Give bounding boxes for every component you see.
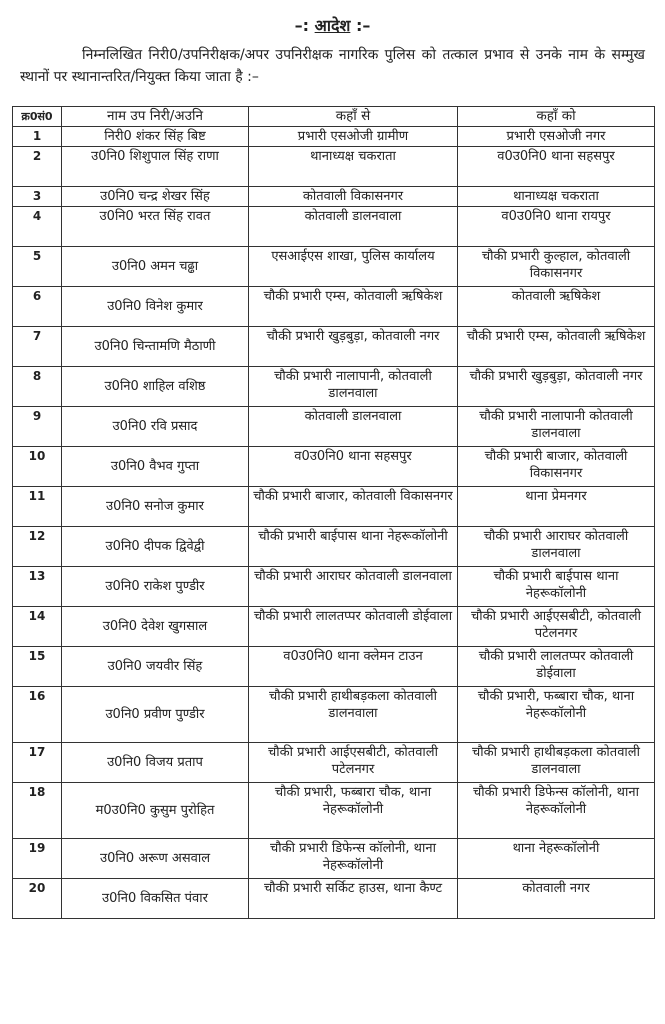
serial-cell: 18 bbox=[13, 783, 62, 839]
name-cell: उ0नि0 अमन चढ्ढा bbox=[62, 247, 249, 287]
serial-cell: 13 bbox=[13, 567, 62, 607]
to-cell: थाना प्रेमनगर bbox=[458, 487, 655, 527]
table-row bbox=[13, 327, 655, 367]
table-row bbox=[13, 527, 655, 567]
name-cell: उ0नि0 वैभव गुप्ता bbox=[62, 447, 249, 487]
table-row bbox=[13, 607, 655, 647]
serial-cell: 2 bbox=[13, 147, 62, 187]
serial-cell: 10 bbox=[13, 447, 62, 487]
serial-cell: 8 bbox=[13, 367, 62, 407]
header-to: कहाँ को bbox=[458, 107, 655, 127]
to-cell: चौकी प्रभारी डिफेन्स कॉलोनी, थाना नेहरूकॉलोनी bbox=[458, 783, 655, 839]
to-cell: चौकी प्रभारी, फब्बारा चौक, थाना नेहरूकॉलोनी bbox=[458, 687, 655, 743]
from-cell: चौकी प्रभारी नालापानी, कोतवाली डालनवाला bbox=[249, 367, 458, 407]
name-cell: निरी0 शंकर सिंह बिष्ट bbox=[62, 127, 249, 147]
name-cell: उ0नि0 शिशुपाल सिंह राणा bbox=[62, 147, 249, 187]
table-row bbox=[13, 367, 655, 407]
serial-cell: 3 bbox=[13, 187, 62, 207]
from-cell: प्रभारी एसओजी ग्रामीण bbox=[249, 127, 458, 147]
table-row bbox=[13, 447, 655, 487]
name-cell: उ0नि0 देवेश खुगसाल bbox=[62, 607, 249, 647]
table-row bbox=[13, 127, 655, 147]
table-row bbox=[13, 839, 655, 879]
from-cell: चौकी प्रभारी सर्किट हाउस, थाना कैण्ट bbox=[249, 879, 458, 919]
header-from: कहाँ से bbox=[249, 107, 458, 127]
serial-cell: 11 bbox=[13, 487, 62, 527]
from-cell: चौकी प्रभारी लालतप्पर कोतवाली डोईवाला bbox=[249, 607, 458, 647]
to-cell: चौकी प्रभारी आराघर कोतवाली डालनवाला bbox=[458, 527, 655, 567]
name-cell: उ0नि0 सनोज कुमार bbox=[62, 487, 249, 527]
name-cell: उ0नि0 जयवीर सिंह bbox=[62, 647, 249, 687]
header-serial: क्र0सं0 bbox=[13, 107, 62, 127]
serial-cell: 1 bbox=[13, 127, 62, 147]
intro-text: निम्नलिखित निरी0/उपनिरीक्षक/अपर उपनिरीक्षक नागरिक पुलिस को तत्काल प्रभाव से उनके नाम के सम्मुख स्थानों पर स्थानान्तरित/नियुक्त किया जाता है :– bbox=[20, 47, 645, 85]
intro-paragraph bbox=[20, 44, 645, 88]
to-cell: कोतवाली ऋषिकेश bbox=[458, 287, 655, 327]
title-text: आदेश bbox=[314, 16, 351, 35]
title-prefix: –: bbox=[294, 16, 310, 35]
table-row bbox=[13, 743, 655, 783]
table-row bbox=[13, 567, 655, 607]
from-cell: चौकी प्रभारी बाईपास थाना नेहरूकॉलोनी bbox=[249, 527, 458, 567]
table-header-row bbox=[13, 107, 655, 127]
from-cell: व0उ0नि0 थाना सहसपुर bbox=[249, 447, 458, 487]
from-cell: चौकी प्रभारी आईएसबीटी, कोतवाली पटेलनगर bbox=[249, 743, 458, 783]
from-cell: चौकी प्रभारी खुड़बुड़ा, कोतवाली नगर bbox=[249, 327, 458, 367]
name-cell: उ0नि0 विकसित पंवार bbox=[62, 879, 249, 919]
to-cell: चौकी प्रभारी नालापानी कोतवाली डालनवाला bbox=[458, 407, 655, 447]
name-cell: म0उ0नि0 कुसुम पुरोहित bbox=[62, 783, 249, 839]
from-cell: व0उ0नि0 थाना क्लेमन टाउन bbox=[249, 647, 458, 687]
name-cell: उ0नि0 विनेश कुमार bbox=[62, 287, 249, 327]
from-cell: चौकी प्रभारी हाथीबड़कला कोतवाली डालनवाला bbox=[249, 687, 458, 743]
serial-cell: 15 bbox=[13, 647, 62, 687]
name-cell: उ0नि0 प्रवीण पुण्डीर bbox=[62, 687, 249, 743]
to-cell: व0उ0नि0 थाना रायपुर bbox=[458, 207, 655, 247]
transfer-table bbox=[12, 106, 655, 919]
table-row bbox=[13, 783, 655, 839]
table-row bbox=[13, 147, 655, 187]
to-cell: चौकी प्रभारी आईएसबीटी, कोतवाली पटेलनगर bbox=[458, 607, 655, 647]
to-cell: चौकी प्रभारी लालतप्पर कोतवाली डोईवाला bbox=[458, 647, 655, 687]
to-cell: थाना नेहरूकॉलोनी bbox=[458, 839, 655, 879]
from-cell: चौकी प्रभारी आराघर कोतवाली डालनवाला bbox=[249, 567, 458, 607]
table-row bbox=[13, 187, 655, 207]
table-row bbox=[13, 207, 655, 247]
from-cell: चौकी प्रभारी बाजार, कोतवाली विकासनगर bbox=[249, 487, 458, 527]
table-row bbox=[13, 687, 655, 743]
to-cell: चौकी प्रभारी खुड़बुड़ा, कोतवाली नगर bbox=[458, 367, 655, 407]
serial-cell: 5 bbox=[13, 247, 62, 287]
to-cell: चौकी प्रभारी हाथीबड़कला कोतवाली डालनवाला bbox=[458, 743, 655, 783]
serial-cell: 16 bbox=[13, 687, 62, 743]
from-cell: चौकी प्रभारी एम्स, कोतवाली ऋषिकेश bbox=[249, 287, 458, 327]
name-cell: उ0नि0 भरत सिंह रावत bbox=[62, 207, 249, 247]
name-cell: उ0नि0 दीपक द्विवेद्वी bbox=[62, 527, 249, 567]
serial-cell: 14 bbox=[13, 607, 62, 647]
from-cell: कोतवाली डालनवाला bbox=[249, 407, 458, 447]
name-cell: उ0नि0 शाहिल वशिष्ठ bbox=[62, 367, 249, 407]
table-row bbox=[13, 647, 655, 687]
to-cell: चौकी प्रभारी बाईपास थाना नेहरूकॉलोनी bbox=[458, 567, 655, 607]
serial-cell: 6 bbox=[13, 287, 62, 327]
from-cell: कोतवाली विकासनगर bbox=[249, 187, 458, 207]
header-name: नाम उप निरी/अउनि bbox=[62, 107, 249, 127]
serial-cell: 9 bbox=[13, 407, 62, 447]
name-cell: उ0नि0 विजय प्रताप bbox=[62, 743, 249, 783]
serial-cell: 17 bbox=[13, 743, 62, 783]
to-cell: व0उ0नि0 थाना सहसपुर bbox=[458, 147, 655, 187]
name-cell: उ0नि0 चन्द्र शेखर सिंह bbox=[62, 187, 249, 207]
name-cell: उ0नि0 अरूण असवाल bbox=[62, 839, 249, 879]
serial-cell: 19 bbox=[13, 839, 62, 879]
table-row bbox=[13, 247, 655, 287]
table-row bbox=[13, 879, 655, 919]
table-row bbox=[13, 407, 655, 447]
serial-cell: 4 bbox=[13, 207, 62, 247]
name-cell: उ0नि0 राकेश पुण्डीर bbox=[62, 567, 249, 607]
to-cell: चौकी प्रभारी एम्स, कोतवाली ऋषिकेश bbox=[458, 327, 655, 367]
to-cell: चौकी प्रभारी कुल्हाल, कोतवाली विकासनगर bbox=[458, 247, 655, 287]
to-cell: प्रभारी एसओजी नगर bbox=[458, 127, 655, 147]
serial-cell: 12 bbox=[13, 527, 62, 567]
from-cell: चौकी प्रभारी डिफेन्स कॉलोनी, थाना नेहरूकॉलोनी bbox=[249, 839, 458, 879]
from-cell: थानाध्यक्ष चकराता bbox=[249, 147, 458, 187]
table-row bbox=[13, 487, 655, 527]
name-cell: उ0नि0 रवि प्रसाद bbox=[62, 407, 249, 447]
serial-cell: 20 bbox=[13, 879, 62, 919]
to-cell: चौकी प्रभारी बाजार, कोतवाली विकासनगर bbox=[458, 447, 655, 487]
to-cell: थानाध्यक्ष चकराता bbox=[458, 187, 655, 207]
serial-cell: 7 bbox=[13, 327, 62, 367]
to-cell: कोतवाली नगर bbox=[458, 879, 655, 919]
name-cell: उ0नि0 चिन्तामणि मैठाणी bbox=[62, 327, 249, 367]
from-cell: एसआईएस शाखा, पुलिस कार्यालय bbox=[249, 247, 458, 287]
table-row bbox=[13, 287, 655, 327]
from-cell: चौकी प्रभारी, फब्बारा चौक, थाना नेहरूकॉलोनी bbox=[249, 783, 458, 839]
from-cell: कोतवाली डालनवाला bbox=[249, 207, 458, 247]
order-title bbox=[0, 14, 665, 36]
title-suffix: :– bbox=[355, 16, 371, 35]
